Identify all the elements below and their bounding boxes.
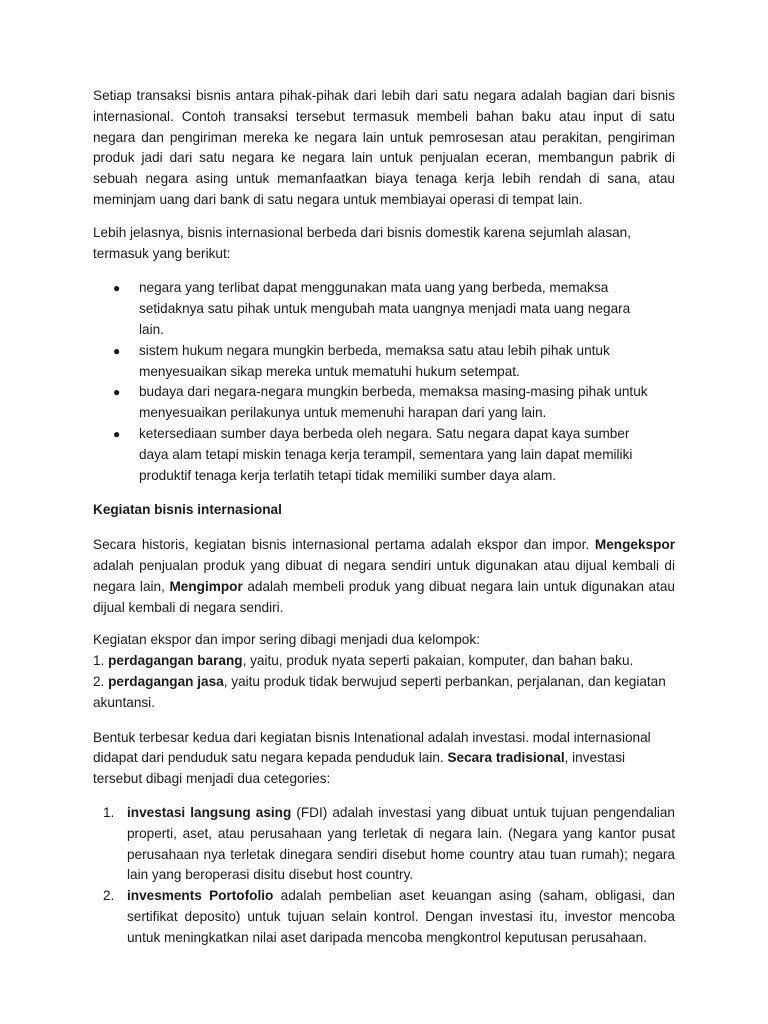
list-item <box>93 424 649 486</box>
text-run: , investasi tersebut dibagi menjadi dua cetegories: <box>93 750 626 787</box>
bold-term-goods: perdagangan barang <box>108 653 243 669</box>
item-number: 1. <box>93 653 109 669</box>
trade-group-item <box>93 672 675 714</box>
bullet-icon: ● <box>113 343 121 358</box>
bullet-icon: ● <box>113 426 121 441</box>
trade-group-item <box>93 651 675 672</box>
bold-term-portfolio: invesments Portofolio <box>127 888 274 904</box>
bold-term-export: Mengekspor <box>594 537 675 553</box>
bullet-list <box>93 278 675 486</box>
bold-term-fdi: investasi langsung asing <box>127 804 292 820</box>
list-item-text: ketersediaan sumber daya berbeda oleh negara. Satu negara dapat kaya sumber daya alam tetapi miskin tenaga kerja terampil, sementara yang lain dapat memiliki produktif tenaga kerja terlatih tetapi tidak memiliki sumber daya alam. <box>139 425 633 483</box>
bold-term-traditional: Secara tradisional <box>447 750 565 766</box>
text-run: adalah penjualan produk yang dibuat di negara sendiri untuk digunakan atau dijual kembali di negara lain, <box>93 557 675 594</box>
item-number: 1. <box>103 804 115 820</box>
list-item <box>93 382 649 424</box>
item-number: 2. <box>103 888 115 904</box>
bullet-icon: ● <box>113 385 121 400</box>
paragraph-investment <box>93 728 665 790</box>
list-item <box>93 341 649 383</box>
text-run: Bentuk terbesar kedua dari kegiatan bisnis Intenational adalah investasi. modal internasional didapat dari penduduk satu negara kepada penduduk lain. <box>93 729 651 766</box>
text-run: (FDI) adalah investasi yang dibuat untuk tujuan pengendalian properti, aset, atau perusahaan yang terletak di negara lain. (Negara yang kantor pusat perusahaan nya terletak dinegara sendiri disebut home country atau tuan rumah); negara lain yang beroperasi disitu disebut host country. <box>127 804 675 883</box>
text-run: Secara historis, kegiatan bisnis internasional pertama adalah ekspor dan impor. <box>93 537 595 553</box>
list-item <box>93 278 649 340</box>
item-number: 2. <box>93 673 109 689</box>
section-heading: Kegiatan bisnis internasional <box>93 502 282 518</box>
numbered-item <box>93 886 675 948</box>
trade-groups-intro: Kegiatan ekspor dan impor sering dibagi menjadi dua kelompok: <box>93 632 480 648</box>
text-run: , yaitu, produk nyata seperti pakaian, komputer, dan bahan baku. <box>242 653 634 669</box>
numbered-list <box>93 803 675 949</box>
bullet-icon: ● <box>113 281 121 296</box>
list-item-text: sistem hukum negara mungkin berbeda, memaksa satu atau lebih pihak untuk menyesuaikan sikap mereka untuk mematuhi hukum setempat. <box>139 342 610 379</box>
text-run: adalah pembelian aset keuangan asing (saham, obligasi, dan sertifikat deposito) untuk tujuan selain kontrol. Dengan investasi itu, investor mencoba untuk meningkatkan nilai aset daripada mencoba mengkontrol keputusan perusahaan. <box>127 888 675 945</box>
bold-term-import: Mengimpor <box>169 578 243 594</box>
text-run: , yaitu produk tidak berwujud seperti perbankan, perjalanan, dan kegiatan akuntansi. <box>93 673 666 710</box>
list-item-text: budaya dari negara-negara mungkin berbeda, memaksa masing-masing pihak untuk menyesuaikan perilakunya untuk memenuhi harapan dari yang lain. <box>139 384 648 421</box>
text-run: adalah membeli produk yang dibuat negara lain untuk digunakan atau dijual kembali di negara sendiri. <box>93 578 675 615</box>
list-item-text: negara yang terlibat dapat menggunakan mata uang yang berbeda, memaksa setidaknya satu pihak untuk mengubah mata uangnya menjadi mata uang negara lain. <box>139 280 631 337</box>
paragraph-history <box>93 535 675 618</box>
paragraph-intro: Setiap transaksi bisnis antara pihak-pihak dari lebih dari satu negara adalah bagian dari bisnis internasional. Contoh transaksi tersebut termasuk membeli bahan baku atau input di satu negara dan pengiriman mereka ke negara lain untuk pemrosesan atau perakitan, pengiriman produk jadi dari satu negara ke negara lain untuk penjualan eceran, membangun pabrik di sebuah negara asing untuk memanfaatkan biaya tenaga kerja lebih rendah di sana, atau meminjam uang dari bank di satu negara untuk membiayai operasi di tempat lain. <box>93 88 675 207</box>
bold-term-services: perdagangan jasa <box>108 673 224 689</box>
document-body <box>93 86 675 948</box>
paragraph-trade-groups <box>93 630 675 713</box>
numbered-item <box>93 803 675 886</box>
paragraph-differences: Lebih jelasnya, bisnis internasional berbeda dari bisnis domestik karena sejumlah alasan, termasuk yang berikut: <box>93 224 632 261</box>
